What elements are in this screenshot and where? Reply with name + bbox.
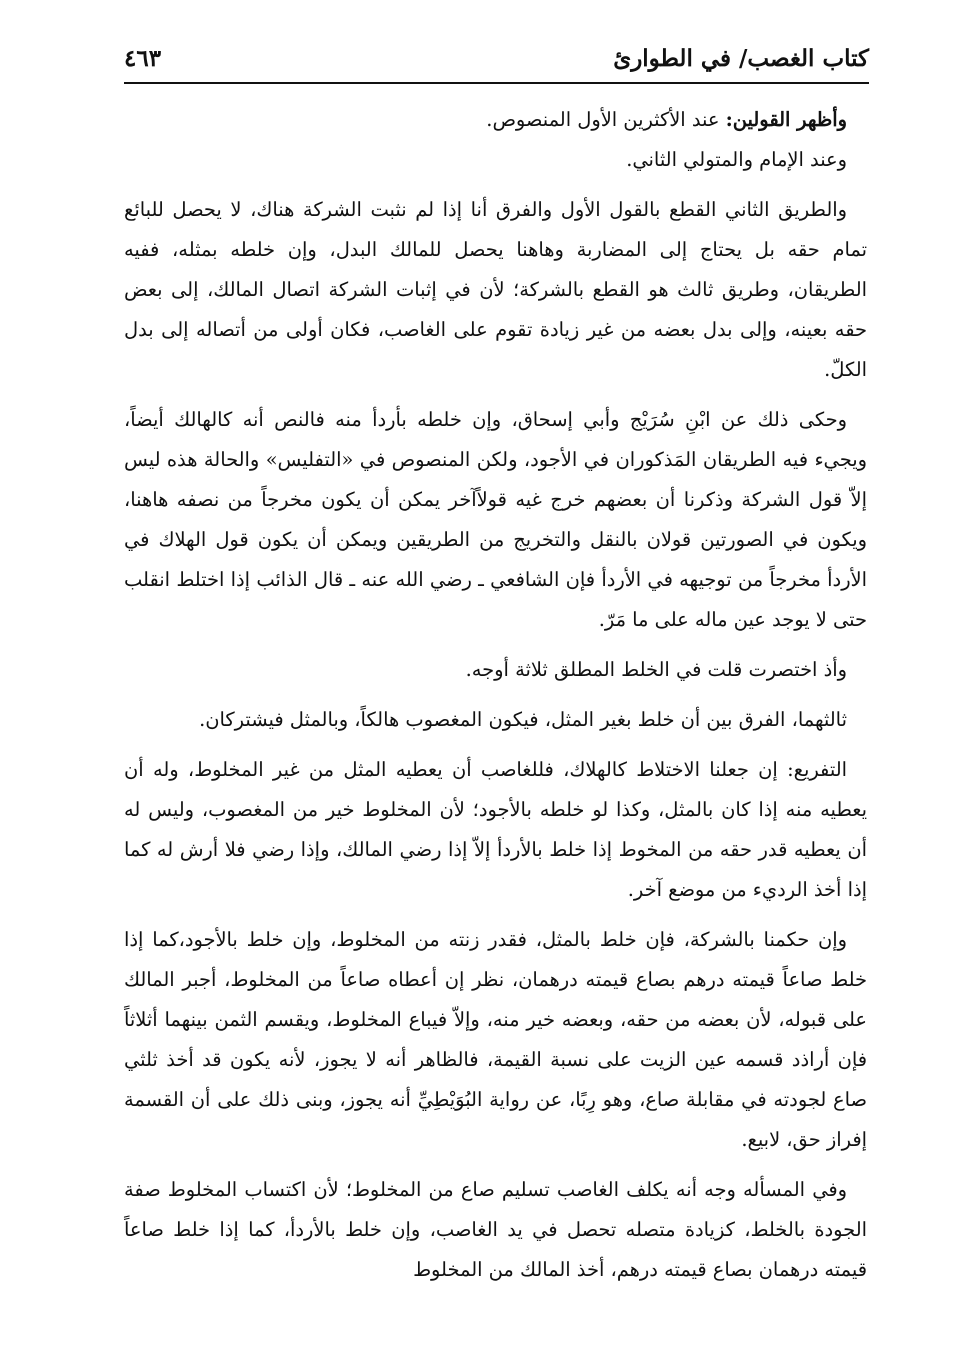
paragraph-6 <box>124 700 867 740</box>
paragraph-3 <box>124 190 867 390</box>
paragraph-text: وإن حكمنا بالشركة، فإن خلط بالمثل، فقدر زنته من المخلوط، وإن خلط بالأجود،كما إذا خلط صاعاً قيمته درهم بصاع قيمته درهمان، نظر إن أعطاه صاعاً من المخلوط، أجبر المالك على قبوله، لأن بعضه من حقه، وبعضه خير منه، وإلاّ فيباع المخلوط، ويقسم الثمن بينهما أثلاثاً فإن أراذد قسمه عين الزيت على نسبة القيمة، فالظاهر أنه لا يجوز، لأنه يكون قد أخذ ثلثي صاع لجودته في مقابلة صاع، وهو رِبًا، عن رواية البُوَيْطِيِّ أنه يجوز، وبنى ذلك على أن القسمة إفراز حق، لابيع. <box>124 928 867 1151</box>
paragraph-9 <box>124 1170 867 1290</box>
page-number: ٤٦٣ <box>124 44 162 72</box>
paragraph-text: وحكى ذلك عن ابْنِ سُرَيْج وأبي إسحاق، وإن خلطه بأردأ منه فالنص أنه كالهالك أيضاً، ويجيء فيه الطريقان المَذكوران في الأجود، ولكن المنصوص في «التفليس» والحالة هذه ليس إلاّ قول الشركة وذكرنا أن بعضهم خرج غيه قولاًآخر يمكن أن يكون مخرجاً من نصفه هاهنا، ويكون في الصورتين قولان بالنقل والتخريج من الطريقين ويمكن أن يكون قول الهلاك في الأردأ مخرجاً من توجيهه في الأردأ فإن الشافعي ـ رضي الله عنه ـ قال الذائب إذا اختلط انقلب حتى لا يوجد عين ماله على ما مَرّ. <box>124 408 867 631</box>
body-text <box>124 100 867 1290</box>
running-title: كتاب الغصب/ في الطوارئ <box>613 44 869 72</box>
paragraph-7 <box>124 750 867 910</box>
paragraph-8 <box>124 920 867 1160</box>
paragraph-text: والطريق الثاني القطع بالقول الأول والفرق أنا إذا لم نثبت الشركة هناك، لا يحصل للبائع تمام حقه بل يحتاج إلى المضاربة وهاهنا يحصل للمالك البدل، وإن خلطه بمثله، ففيه الطريقان، وطريق ثالث هو القطع بالشركة؛ لأن في إثبات الشركة اتصال المالك، إلى بعض حقه بعينه، وإلى بدل بعضه من غير زيادة تقوم على الغاصب، فكان أولى من أتصاله إلى بدل الكلّ. <box>124 198 867 381</box>
paragraph-1 <box>124 100 867 140</box>
paragraph-text: التفريع: إن جعلنا الاختلاط كالهلاك، فللغاصب أن يعطيه المثل من غير المخلوط، وله أن يعطيه منه إذا كان بالمثل، وكذا لو خلطه بالأجود؛ لأن المخلوط خير من المغصوب، وليس له أن يعطيه قدر حقه من المخوط إذا خلط بالأردأ إلاّ إذا رضي المالك، وإذا رضي فلا أرش له كما إذا أخذ الرديء من موضع آخر. <box>124 758 867 901</box>
header-rule <box>124 82 869 84</box>
paragraph-text: عند الأكثرين الأول المنصوص. <box>486 108 726 131</box>
paragraph-text: ثالثهما، الفرق بين أن خلط بغير المثل، فيكون المغصوب هالكاً، وبالمثل فيشتركان. <box>199 708 847 731</box>
paragraph-text: وعند الإمام والمتولي الثاني. <box>626 148 847 171</box>
paragraph-2 <box>124 140 867 180</box>
paragraph-4 <box>124 400 867 640</box>
page-header <box>124 36 869 80</box>
paragraph-lead: وأظهر القولين: <box>725 108 847 131</box>
paragraph-text: وفي المسأله وجه أنه يكلف الغاصب تسليم صاع من المخلوط؛ لأن اكتساب المخلوط صفة الجودة بالخلط، كزيادة متصله تحصل في يد الغاصب، وإن خلط بالأردأ، كما إذا خلط صاعاً قيمته درهمان بصاع قيمته درهم، أخذ المالك من المخلوط <box>124 1178 867 1281</box>
paragraph-text: وأذ اختصرت قلت في الخلط المطلق ثلاثة أوجه. <box>465 658 847 681</box>
paragraph-5 <box>124 650 867 690</box>
